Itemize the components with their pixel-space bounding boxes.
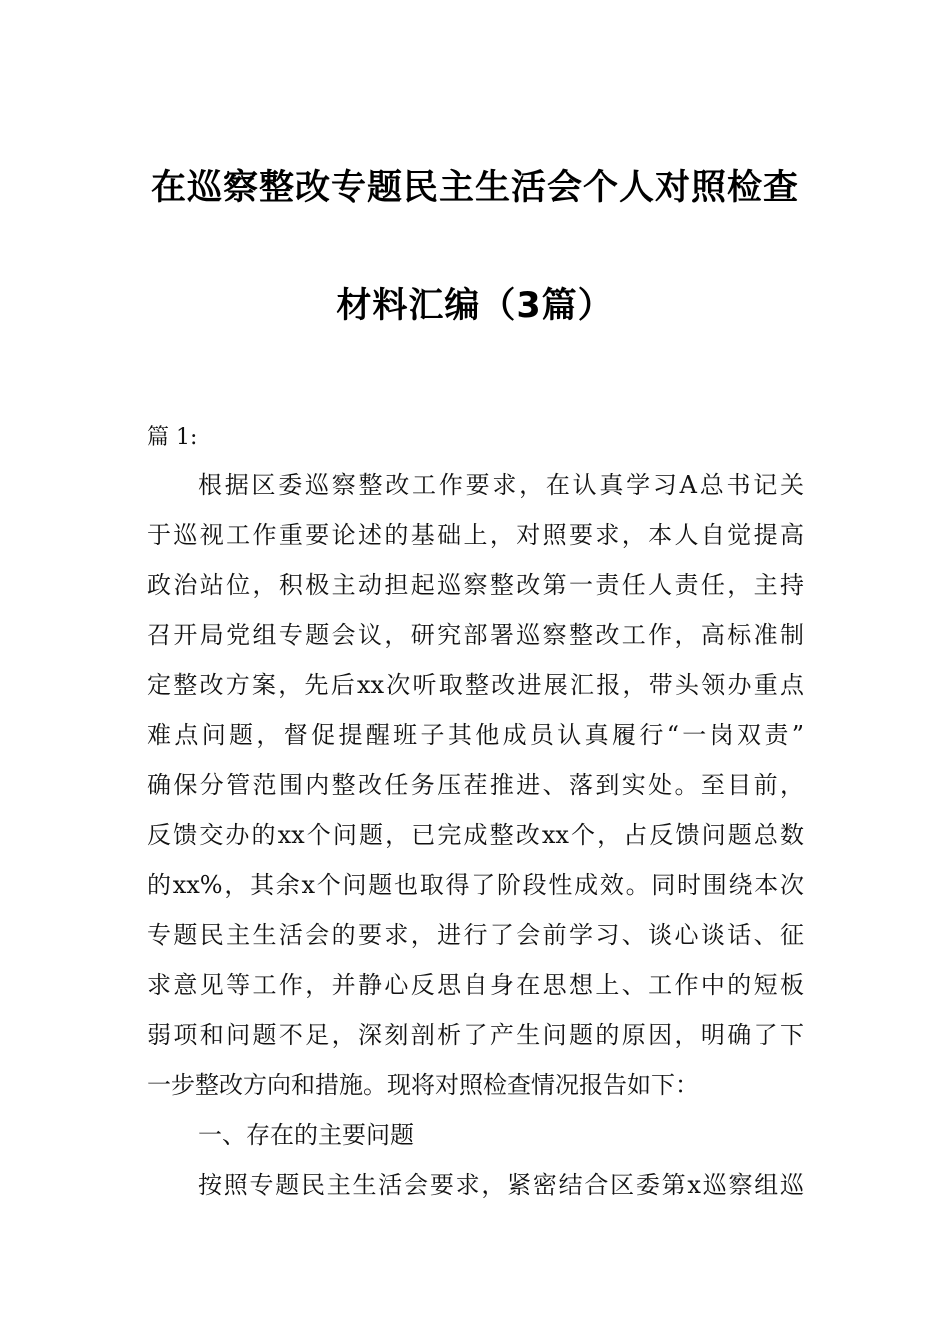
paragraph-2-line: 按照专题民主生活会要求，紧密结合区委第x巡察组巡: [198, 1171, 804, 1199]
paragraph-1-line: 弱项和问题不足，深刻剖析了产生问题的原因，明确了下: [147, 1021, 804, 1049]
paragraph-1-line: 的xx%，其余x个问题也取得了阶段性成效。同时围绕本次: [147, 871, 804, 899]
paragraph-1-line: 专题民主生活会的要求，进行了会前学习、谈心谈话、征: [147, 921, 804, 949]
paragraph-1-line: 政治站位，积极主动担起巡察整改第一责任人责任，主持: [147, 571, 804, 599]
paragraph-1-line: 一步整改方向和措施。现将对照检查情况报告如下：: [147, 1071, 699, 1099]
paragraph-1-line: 确保分管范围内整改任务压茬推进、落到实处。至目前，: [147, 771, 804, 799]
paragraph-1-line: 根据区委巡察整改工作要求，在认真学习A总书记关: [198, 471, 804, 499]
document-title-line-2: 材料汇编（3篇）: [336, 286, 614, 326]
section-label: 篇 1:: [147, 425, 198, 450]
paragraph-1-line: 召开局党组专题会议，研究部署巡察整改工作，高标准制: [147, 621, 804, 649]
paragraph-1-line: 于巡视工作重要论述的基础上，对照要求，本人自觉提高: [147, 521, 804, 549]
paragraph-1-line: 难点问题，督促提醒班子其他成员认真履行“一岗双责”: [147, 721, 804, 749]
section-heading: 一、存在的主要问题: [198, 1121, 414, 1149]
paragraph-1-line: 求意见等工作，并静心反思自身在思想上、工作中的短板: [147, 971, 804, 999]
document-title-line-1: 在巡察整改专题民主生活会个人对照检查: [150, 168, 799, 208]
paragraph-1-line: 反馈交办的xx个问题，已完成整改xx个，占反馈问题总数: [147, 821, 804, 849]
paragraph-1-line: 定整改方案，先后xx次听取整改进展汇报，带头领办重点: [147, 671, 804, 699]
